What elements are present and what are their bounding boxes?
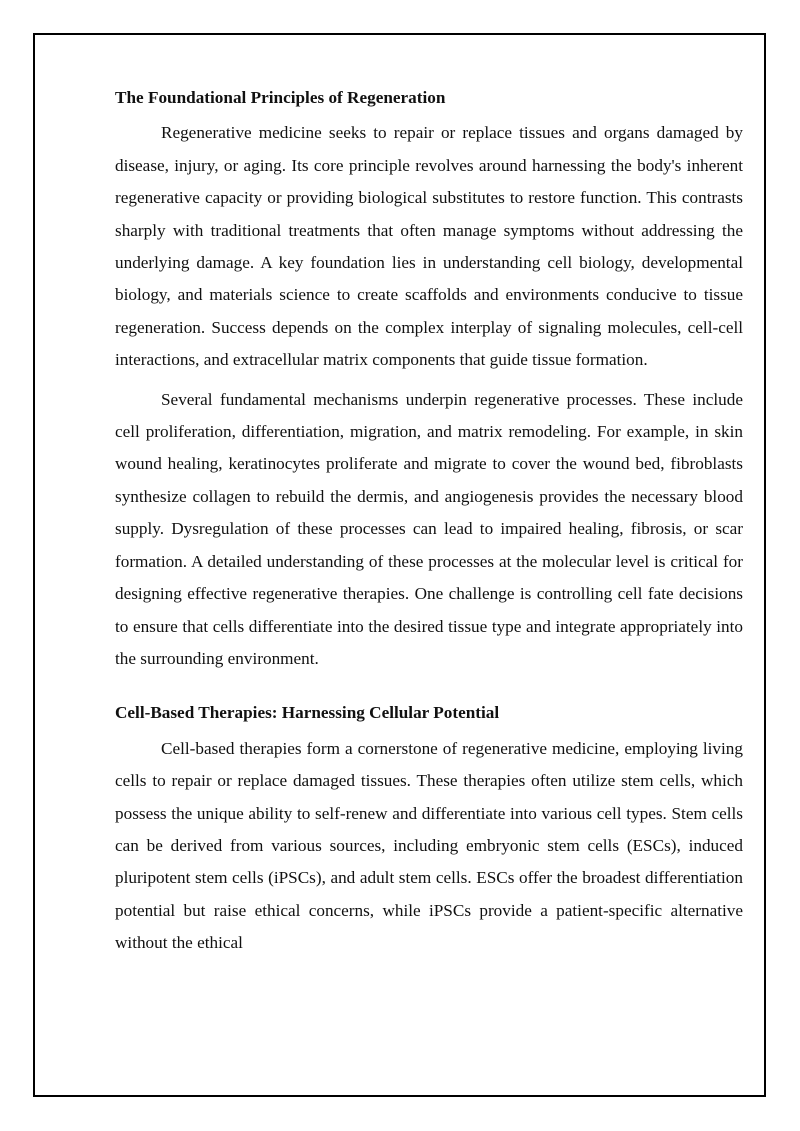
section-cell-based-therapies xyxy=(115,697,743,959)
document-body xyxy=(115,82,743,967)
section-heading: The Foundational Principles of Regeneration xyxy=(115,88,446,107)
section-heading: Cell-Based Therapies: Harnessing Cellular Potential xyxy=(115,703,500,723)
section-foundational-principles xyxy=(115,82,743,675)
paragraph: Cell-based therapies form a cornerstone of regenerative medicine, employing living cells to repair or replace damaged tissues. These therapies often utilize stem cells, which possess the unique ability to self-renew and differentiate into various cell types. Stem cells can be derived from various sources, including embryonic stem cells (ESCs), induced pluripotent stem cells (iPSCs), and adult stem cells. ESCs offer the broadest differentiation potential but raise ethical concerns, while iPSCs provide a patient-specific alternative without the ethical xyxy=(115,738,743,953)
paragraph: Several fundamental mechanisms underpin regenerative processes. These include cell proliferation, differentiation, migration, and matrix remodeling. For example, in skin wound healing, keratinocytes proliferate and migrate to cover the wound bed, fibroblasts synthesize collagen to rebuild the dermis, and angiogenesis provides the necessary blood supply. Dysregulation of these processes can lead to impaired healing, fibrosis, or scar formation. A detailed understanding of these processes at the molecular level is critical for designing effective regenerative therapies. One challenge is controlling cell fate decisions to ensure that cells differentiate into the desired tissue type and integrate appropriately into the surrounding environment. xyxy=(115,389,743,668)
paragraph: Regenerative medicine seeks to repair or replace tissues and organs damaged by disease, injury, or aging. Its core principle revolves around harnessing the body's inherent regenerative capacity or providing biological substitutes to restore function. This contrasts sharply with traditional treatments that often manage symptoms without addressing the underlying damage. A key foundation lies in understanding cell biology, developmental biology, and materials science to create scaffolds and environments conducive to tissue regeneration. Success depends on the complex interplay of signaling molecules, cell-cell interactions, and extracellular matrix components that guide tissue formation. xyxy=(115,123,743,370)
